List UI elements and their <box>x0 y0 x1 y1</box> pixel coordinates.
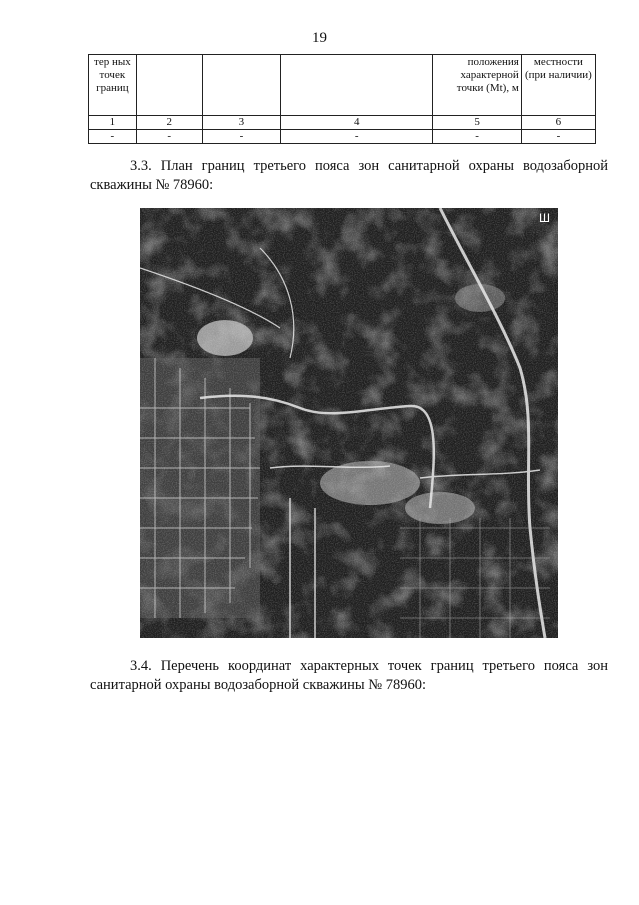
coordinates-table <box>88 54 596 144</box>
column-number-1: 1 <box>89 116 137 130</box>
table-row <box>89 130 596 144</box>
header-cell-6: местности (при наличии) <box>521 55 595 116</box>
section-3-4-heading: 3.4. Перечень координат характерных точек границ третьего пояса зон санитарной охраны водозаборной скважины № 78960: <box>90 658 608 693</box>
page-number: 19 <box>312 30 327 46</box>
table-cell: - <box>281 130 433 144</box>
table-cell: - <box>89 130 137 144</box>
table-header-row <box>89 55 596 116</box>
table-cell: - <box>433 130 521 144</box>
table-cell: - <box>202 130 280 144</box>
header-cell-1: тер ных точек границ <box>89 55 137 116</box>
column-number-5: 5 <box>433 116 521 130</box>
column-number-2: 2 <box>136 116 202 130</box>
map-corner-label: Ш <box>539 211 550 225</box>
column-number-3: 3 <box>202 116 280 130</box>
table-cell: - <box>136 130 202 144</box>
table-cell: - <box>521 130 595 144</box>
section-3-3-heading: 3.3. План границ третьего пояса зон санитарной охраны водозаборной скважины № 78960: <box>90 158 608 193</box>
header-cell-5: положения характерной точки (Mt), м <box>433 55 521 116</box>
column-number-6: 6 <box>521 116 595 130</box>
header-cell-2 <box>136 55 202 116</box>
header-cell-4 <box>281 55 433 116</box>
column-number-4: 4 <box>281 116 433 130</box>
table-column-numbers-row <box>89 116 596 130</box>
satellite-map-image <box>140 208 558 638</box>
header-cell-3 <box>202 55 280 116</box>
